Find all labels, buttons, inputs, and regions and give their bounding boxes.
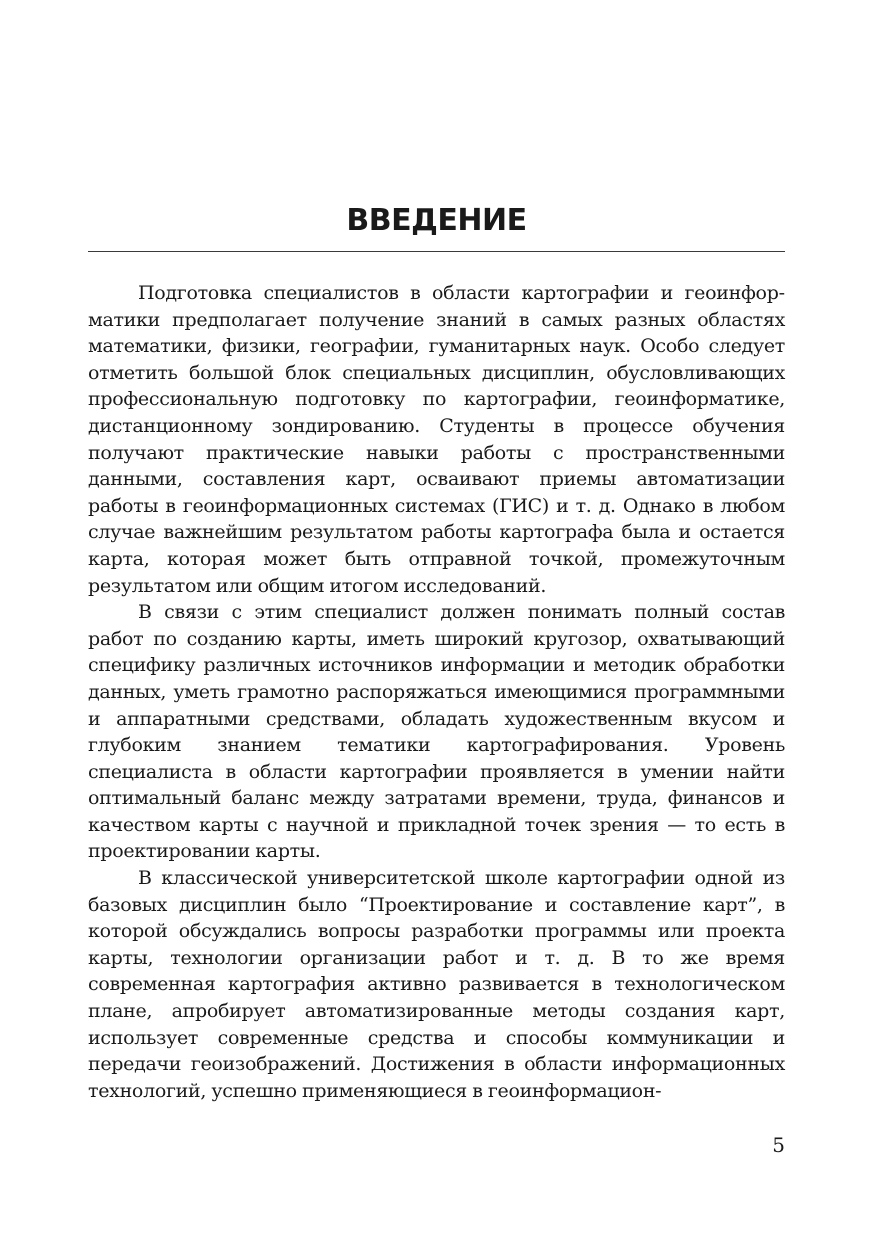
page-title: ВВЕДЕНИЕ — [346, 203, 527, 238]
paragraph: В связи с этим специалист должен понимать полный состав работ по созданию карты, иметь широкий кругозор, охватывающий специфику различных источников информации и методик обработки данных, уметь грамотно распоряжаться имеющимися программными и аппаратными средствами, обладать художественным вкусом и глубоким знанием тематики картографирования. Уровень специалиста в области картографии проявляется в умении найти оптимальный баланс между затратами времени, труда, финансов и качеством карты с научной и прикладной точек зрения — то есть в проектировании карты. — [88, 601, 785, 863]
page-number: 5 — [772, 1133, 785, 1157]
paragraph: В классической университетской школе картографии одной из базовых дисциплин было “Проектирование и составление карт”, в которой обсуждались вопросы разработки программы или проекта карты, технологии организации работ и т. д. В то же время современная картография активно развивается в технологическом плане, апробирует автоматизированные методы создания карт, использует современные средства и способы коммуникации и передачи геоизображений. Достижения в области информационных технологий, успешно применяющиеся в геоинформацион- — [88, 867, 785, 1102]
title-divider — [88, 251, 785, 252]
body-text — [88, 280, 785, 1104]
paragraph: Подготовка специалистов в области картографии и геоинформатики предполагает получение знаний в самых разных областях математики, физики, географии, гуманитарных наук. Особо следует отметить большой блок специальных дисциплин, обусловливающих профессиональную подготовку по картографии, геоинформатике, дистанционному зондированию. Студенты в процессе обучения получают практические навыки работы с пространственными данными, составления карт, осваивают приемы автоматизации работы в геоинформационных системах (ГИС) и т. д. Однако в любом случае важнейшим результатом работы картографа была и остается карта, которая может быть отправной точкой, промежуточным результатом или общим итогом исследований. — [88, 282, 785, 597]
